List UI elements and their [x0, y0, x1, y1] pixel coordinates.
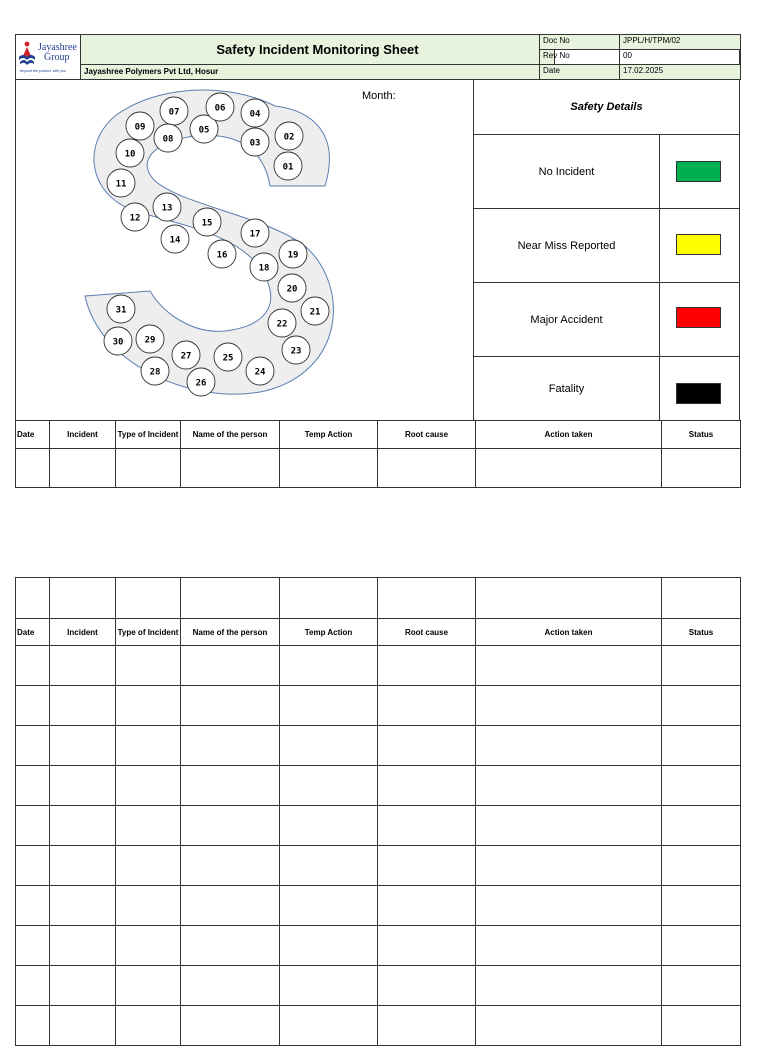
table-cell[interactable]	[662, 578, 741, 619]
day-circle-08[interactable]	[154, 124, 182, 152]
table-cell[interactable]	[116, 1006, 181, 1046]
table-cell[interactable]	[116, 766, 181, 806]
table-cell[interactable]	[181, 806, 280, 846]
table-cell[interactable]	[16, 886, 50, 926]
day-circle-10[interactable]	[116, 139, 144, 167]
day-circle-02[interactable]	[275, 122, 303, 150]
table-cell[interactable]	[116, 806, 181, 846]
day-circle-21[interactable]	[301, 297, 329, 325]
table-row	[16, 806, 741, 846]
table-cell[interactable]	[280, 726, 378, 766]
col-temp-action: Temp Action	[280, 619, 378, 646]
table-row	[16, 886, 741, 926]
table-cell[interactable]	[476, 846, 662, 886]
table-cell[interactable]	[116, 926, 181, 966]
day-number: 05	[198, 125, 210, 136]
table-cell[interactable]	[280, 846, 378, 886]
day-circle-31[interactable]	[107, 295, 135, 323]
day-circle-17[interactable]	[241, 219, 269, 247]
table-cell[interactable]	[116, 886, 181, 926]
day-circle-11[interactable]	[107, 169, 135, 197]
table-cell[interactable]	[662, 646, 741, 686]
day-circle-26[interactable]	[187, 368, 215, 396]
table-cell[interactable]	[378, 966, 476, 1006]
table-cell[interactable]	[16, 449, 50, 488]
table-cell[interactable]	[662, 449, 741, 488]
col-root-cause: Root cause	[378, 421, 476, 449]
day-number: 01	[282, 162, 294, 173]
table-cell[interactable]	[662, 806, 741, 846]
col-type-of-incident: Type of Incident	[116, 421, 181, 449]
legend-label-near-miss: Near Miss Reported	[473, 208, 660, 283]
table-cell[interactable]	[116, 578, 181, 619]
day-circle-25[interactable]	[214, 343, 242, 371]
table-header-row	[16, 421, 741, 449]
day-circle-22[interactable]	[268, 309, 296, 337]
table-cell[interactable]	[476, 726, 662, 766]
table-cell[interactable]	[181, 766, 280, 806]
table-row	[16, 1006, 741, 1046]
table-row	[16, 846, 741, 886]
near-miss-swatch	[676, 234, 721, 255]
table-cell[interactable]	[280, 806, 378, 846]
fatality-swatch	[676, 383, 721, 404]
day-circle-19[interactable]	[279, 240, 307, 268]
legend-label-major-accident: Major Accident	[473, 282, 660, 357]
day-number: 16	[216, 250, 228, 261]
table-cell[interactable]	[116, 686, 181, 726]
table-row	[16, 726, 741, 766]
table-cell[interactable]	[181, 846, 280, 886]
logo-tagline: beyond the product, with you	[20, 69, 66, 73]
day-circle-28[interactable]	[141, 357, 169, 385]
day-number: 14	[169, 235, 181, 246]
table-cell[interactable]	[16, 846, 50, 886]
day-number: 18	[258, 263, 270, 274]
incident-table-top	[15, 420, 741, 488]
table-cell[interactable]	[476, 449, 662, 488]
day-number: 21	[309, 307, 321, 318]
day-circle-23[interactable]	[282, 336, 310, 364]
table-cell[interactable]	[50, 766, 116, 806]
company-logo	[15, 34, 81, 80]
legend-label-fatality: Fatality	[473, 356, 660, 421]
table-cell[interactable]	[16, 1006, 50, 1046]
sheet-title: Safety Incident Monitoring Sheet	[80, 34, 555, 65]
table-cell[interactable]	[181, 449, 280, 488]
table-cell[interactable]	[476, 886, 662, 926]
s-calendar	[75, 86, 360, 404]
doc-no-label: Doc No	[539, 34, 620, 50]
table-cell[interactable]	[662, 846, 741, 886]
table-cell[interactable]	[378, 646, 476, 686]
table-cell[interactable]	[378, 846, 476, 886]
day-number: 12	[129, 213, 141, 224]
day-number: 27	[180, 351, 192, 362]
table-cell[interactable]	[476, 686, 662, 726]
table-cell[interactable]	[476, 926, 662, 966]
table-cell[interactable]	[476, 806, 662, 846]
day-circle-06[interactable]	[206, 93, 234, 121]
day-number: 24	[254, 367, 266, 378]
col-root-cause: Root cause	[378, 619, 476, 646]
document-header	[15, 34, 740, 80]
table-cell[interactable]	[476, 766, 662, 806]
table-row	[16, 926, 741, 966]
day-number: 25	[222, 353, 234, 364]
day-number: 20	[286, 284, 298, 295]
table-row	[16, 766, 741, 806]
table-cell[interactable]	[378, 806, 476, 846]
col-incident: Incident	[50, 619, 116, 646]
table-cell[interactable]	[280, 449, 378, 488]
day-circle-24[interactable]	[246, 357, 274, 385]
table-cell[interactable]	[378, 686, 476, 726]
day-number: 19	[287, 250, 299, 261]
table-cell[interactable]	[116, 966, 181, 1006]
table-cell[interactable]	[50, 646, 116, 686]
day-number: 22	[276, 319, 288, 330]
day-number: 23	[290, 346, 302, 357]
table-cell[interactable]	[280, 1006, 378, 1046]
table-cell[interactable]	[116, 449, 181, 488]
table-cell[interactable]	[181, 726, 280, 766]
table-cell[interactable]	[378, 578, 476, 619]
day-circle-14[interactable]	[161, 225, 189, 253]
table-cell[interactable]	[662, 886, 741, 926]
col-status: Status	[662, 619, 741, 646]
col-action-taken: Action taken	[476, 421, 662, 449]
table-cell[interactable]	[50, 966, 116, 1006]
table-cell[interactable]	[16, 646, 50, 686]
table-cell[interactable]	[16, 686, 50, 726]
day-circle-07[interactable]	[160, 97, 188, 125]
day-circle-16[interactable]	[208, 240, 236, 268]
table-cell[interactable]	[50, 806, 116, 846]
table-cell[interactable]	[662, 926, 741, 966]
day-number: 07	[168, 107, 180, 118]
day-circle-29[interactable]	[136, 325, 164, 353]
table-cell[interactable]	[16, 926, 50, 966]
day-number: 06	[214, 103, 226, 114]
day-number: 30	[112, 337, 124, 348]
table-cell[interactable]	[280, 686, 378, 726]
day-number: 26	[195, 378, 207, 389]
table-cell[interactable]	[50, 846, 116, 886]
table-cell[interactable]	[16, 766, 50, 806]
col-incident: Incident	[50, 421, 116, 449]
table-cell[interactable]	[280, 966, 378, 1006]
day-number: 13	[161, 203, 173, 214]
day-circle-27[interactable]	[172, 341, 200, 369]
col-status: Status	[662, 421, 741, 449]
table-cell[interactable]	[50, 726, 116, 766]
table-cell[interactable]	[16, 966, 50, 1006]
rev-no-label: Rev No	[539, 49, 620, 65]
day-number: 28	[149, 367, 161, 378]
table-cell[interactable]	[280, 926, 378, 966]
day-number: 15	[201, 218, 213, 229]
table-cell[interactable]	[280, 646, 378, 686]
day-number: 17	[249, 229, 261, 240]
day-circle-13[interactable]	[153, 193, 181, 221]
incident-table-bottom	[15, 577, 741, 1046]
no-incident-swatch	[676, 161, 721, 182]
col-date: Date	[16, 619, 50, 646]
table-row	[16, 646, 741, 686]
table-cell[interactable]	[181, 646, 280, 686]
date-label: Date	[539, 64, 620, 80]
logo-group: Group	[44, 52, 70, 63]
col-date: Date	[16, 421, 50, 449]
day-number: 03	[249, 138, 261, 149]
day-number: 29	[144, 335, 156, 346]
day-circle-03[interactable]	[241, 128, 269, 156]
table-row	[16, 686, 741, 726]
day-number: 08	[162, 134, 174, 145]
table-row	[16, 449, 741, 488]
month-label: Month:	[362, 90, 396, 102]
day-circle-15[interactable]	[193, 208, 221, 236]
col-name-of-person: Name of the person	[181, 619, 280, 646]
safety-details-title: Safety Details	[473, 79, 740, 135]
table-cell[interactable]	[378, 449, 476, 488]
table-cell[interactable]	[476, 578, 662, 619]
col-action-taken: Action taken	[476, 619, 662, 646]
table-cell[interactable]	[280, 766, 378, 806]
table-cell[interactable]	[662, 726, 741, 766]
table-cell[interactable]	[662, 1006, 741, 1046]
table-cell[interactable]	[662, 966, 741, 1006]
table-cell[interactable]	[50, 1006, 116, 1046]
day-number: 04	[249, 109, 261, 120]
day-circle-20[interactable]	[278, 274, 306, 302]
day-number: 10	[124, 149, 136, 160]
table-cell[interactable]	[280, 578, 378, 619]
day-number: 11	[115, 179, 127, 190]
day-circle-18[interactable]	[250, 253, 278, 281]
logo-name: Jayashree	[38, 42, 77, 53]
day-circle-04[interactable]	[241, 99, 269, 127]
table-cell[interactable]	[181, 1006, 280, 1046]
day-circle-09[interactable]	[126, 112, 154, 140]
table-cell[interactable]	[50, 578, 116, 619]
date-value: 17.02.2025	[619, 64, 741, 80]
table-cell[interactable]	[16, 578, 50, 619]
rev-no-value: 00	[619, 49, 741, 65]
table-cell[interactable]	[50, 449, 116, 488]
table-cell[interactable]	[476, 1006, 662, 1046]
jayashree-logo	[17, 37, 79, 77]
day-number: 09	[134, 122, 146, 133]
company-name: Jayashree Polymers Pvt Ltd, Hosur	[80, 64, 555, 80]
table-cell[interactable]	[378, 926, 476, 966]
table-cell[interactable]	[116, 646, 181, 686]
legend-label-no-incident: No Incident	[473, 134, 660, 209]
table-cell[interactable]	[50, 686, 116, 726]
table-cell[interactable]	[181, 966, 280, 1006]
table-cell[interactable]	[280, 886, 378, 926]
col-temp-action: Temp Action	[280, 421, 378, 449]
day-circle-12[interactable]	[121, 203, 149, 231]
table-cell[interactable]	[16, 806, 50, 846]
table-row	[16, 966, 741, 1006]
table-cell[interactable]	[378, 726, 476, 766]
major-accident-swatch	[676, 307, 721, 328]
table-cell[interactable]	[476, 966, 662, 1006]
table-row	[16, 578, 741, 619]
table-cell[interactable]	[50, 926, 116, 966]
table-cell[interactable]	[378, 1006, 476, 1046]
table-cell[interactable]	[50, 886, 116, 926]
col-name-of-person: Name of the person	[181, 421, 280, 449]
table-cell[interactable]	[181, 686, 280, 726]
table-cell[interactable]	[476, 646, 662, 686]
day-number: 31	[115, 305, 127, 316]
table-cell[interactable]	[181, 926, 280, 966]
table-header-row	[16, 619, 741, 646]
table-cell[interactable]	[116, 846, 181, 886]
table-cell[interactable]	[16, 726, 50, 766]
table-cell[interactable]	[378, 886, 476, 926]
table-cell[interactable]	[662, 686, 741, 726]
table-cell[interactable]	[662, 766, 741, 806]
table-cell[interactable]	[181, 886, 280, 926]
table-cell[interactable]	[378, 766, 476, 806]
col-type-of-incident: Type of Incident	[116, 619, 181, 646]
day-circle-30[interactable]	[104, 327, 132, 355]
doc-no-value: JPPL/H/TPM/02	[619, 34, 741, 50]
day-number: 02	[283, 132, 295, 143]
table-cell[interactable]	[116, 726, 181, 766]
day-circle-01[interactable]	[274, 152, 302, 180]
table-cell[interactable]	[181, 578, 280, 619]
